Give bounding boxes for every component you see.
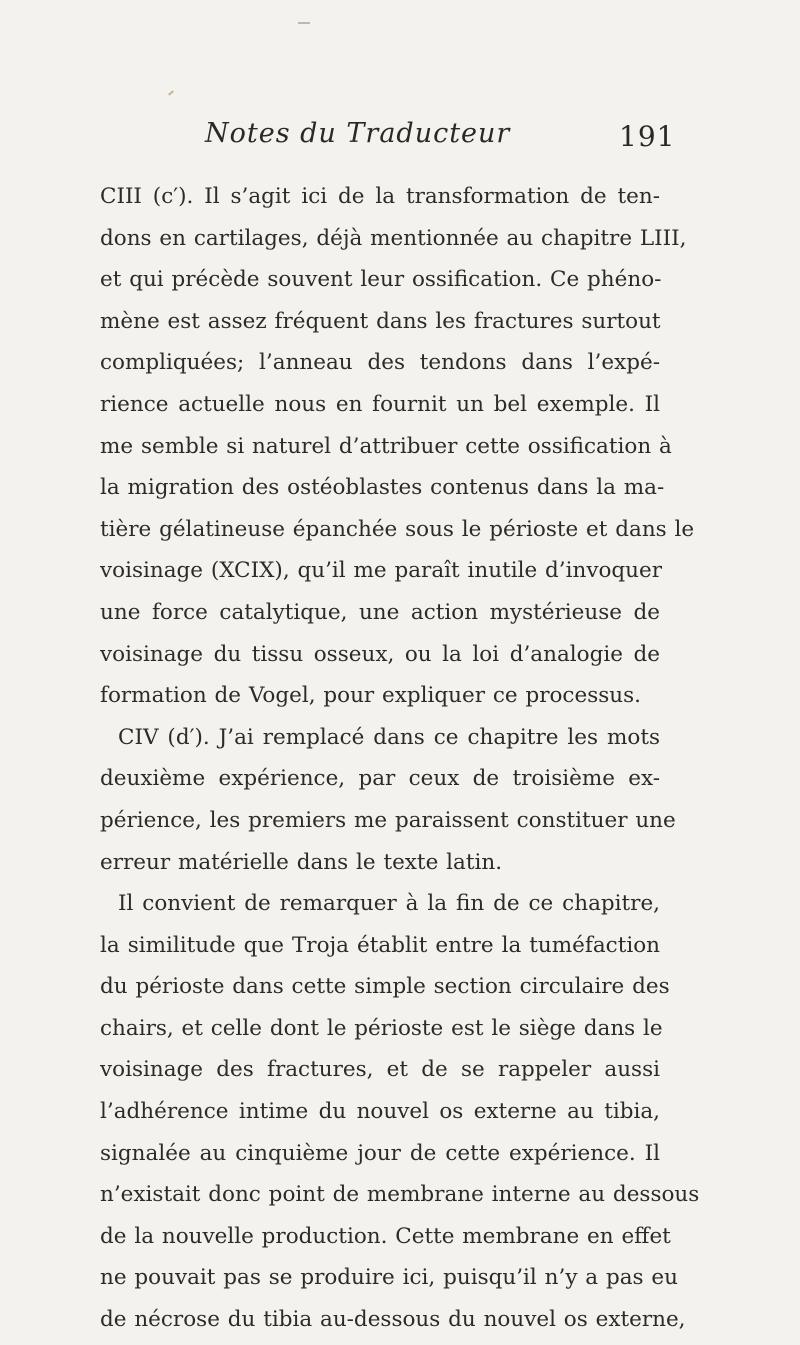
text-line: du périoste dans cette simple section circulaire des xyxy=(100,974,670,1000)
text-line: une force catalytique, une action mystérieuse de xyxy=(100,599,660,625)
text-line: n’existait donc point de membrane interne au dessous xyxy=(100,1182,700,1208)
text-line: Il convient de remarquer à la fin de ce chapitre, xyxy=(118,891,660,917)
page-header xyxy=(205,118,685,158)
text-line: voisinage des fractures, et de se rappeler aussi xyxy=(100,1057,660,1083)
page-number: 191 xyxy=(619,120,676,153)
text-line: tière gélatineuse épanchée sous le périoste et dans le xyxy=(100,516,695,542)
text-line: périence, les premiers me paraissent constituer une xyxy=(100,807,676,833)
running-title: Notes du Traducteur xyxy=(205,118,511,149)
text-line: la similitude que Troja établit entre la tuméfaction xyxy=(100,932,660,958)
paper-mark xyxy=(298,22,310,24)
text-line: dons en cartilages, déjà mentionnée au chapitre LIII, xyxy=(100,225,687,251)
text-line: chairs, et celle dont le périoste est le siège dans le xyxy=(100,1015,663,1041)
text-line: ne pouvait pas se produire ici, puisqu’il n’y a pas eu xyxy=(100,1265,678,1291)
text-line: erreur matérielle dans le texte latin. xyxy=(100,849,503,875)
text-line: rience actuelle nous en fournit un bel exemple. Il xyxy=(100,391,660,417)
text-line: compliquées; l’anneau des tendons dans l’expé- xyxy=(100,350,660,376)
text-line: CIII (c′). Il s’agit ici de la transformation de ten- xyxy=(100,184,660,209)
text-line: la migration des ostéoblastes contenus dans la ma- xyxy=(100,475,665,501)
text-line: voisinage du tissu osseux, ou la loi d’analogie de xyxy=(100,641,660,667)
text-line: me semble si naturel d’attribuer cette ossification à xyxy=(100,433,672,459)
text-line: deuxième expérience, par ceux de troisième ex- xyxy=(100,766,660,792)
text-line: CIV (d′). J’ai remplacé dans ce chapitre les mots xyxy=(118,724,660,750)
text-line: de la nouvelle production. Cette membrane en effet xyxy=(100,1223,671,1249)
text-line: signalée au cinquième jour de cette expérience. Il xyxy=(100,1140,660,1166)
text-line: l’adhérence intime du nouvel os externe au tibia, xyxy=(100,1099,660,1125)
body-text xyxy=(100,176,700,1341)
paper-mark xyxy=(168,90,174,95)
text-line: et qui précède souvent leur ossification. Ce phéno- xyxy=(100,267,662,293)
text-line: voisinage (XCIX), qu’il me paraît inutile d’invoquer xyxy=(100,558,663,584)
text-line: de nécrose du tibia au-dessous du nouvel os externe, xyxy=(100,1307,686,1333)
text-line: formation de Vogel, pour expliquer ce processus. xyxy=(100,683,641,709)
text-line: mène est assez fréquent dans les fractures surtout xyxy=(100,308,661,334)
